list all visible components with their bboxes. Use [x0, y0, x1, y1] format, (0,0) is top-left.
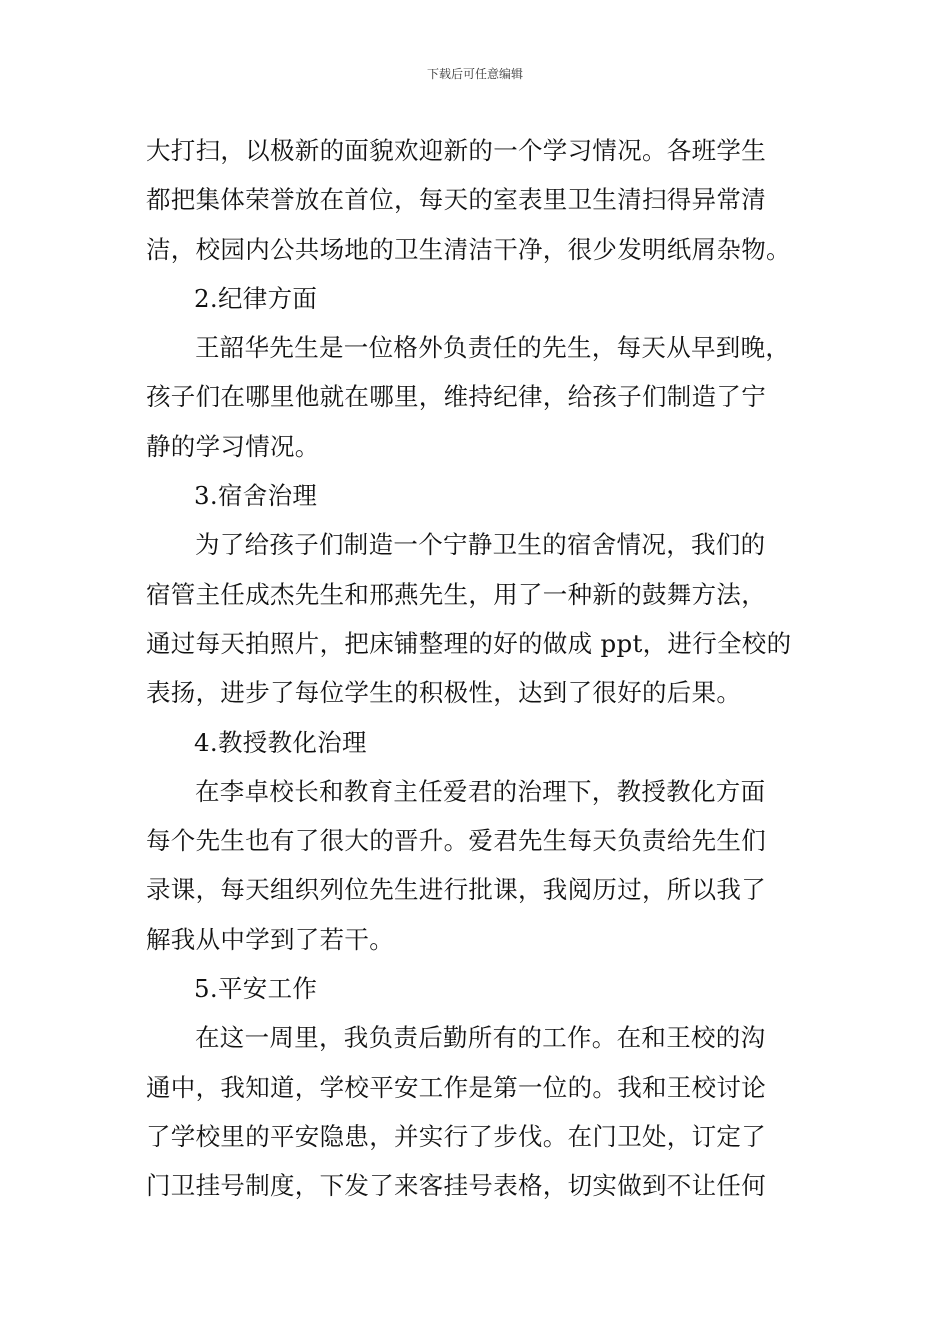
paragraph-line: 为了给孩子们制造一个宁静卫生的宿舍情况，我们的 — [195, 530, 766, 560]
document-body — [146, 126, 816, 1211]
paragraph-line: 通过每天拍照片，把床铺整理的好的做成 ppt，进行全校的 — [146, 628, 792, 658]
section-heading-discipline: 2.纪律方面 — [194, 283, 318, 313]
section-heading-teaching: 4.教授教化治理 — [194, 727, 367, 757]
paragraph-line: 宿管主任成杰先生和邢燕先生，用了一种新的鼓舞方法， — [146, 579, 766, 609]
paragraph-line: 大打扫，以极新的面貌欢迎新的一个学习情况。各班学生 — [146, 136, 766, 165]
paragraph-line: 每个先生也有了很大的晋升。爱君先生每天负责给先生们 — [146, 826, 766, 856]
paragraph-line: 在李卓校长和教育主任爱君的治理下，教授教化方面 — [195, 776, 766, 806]
paragraph-line: 录课，每天组织列位先生进行批课，我阅历过，所以我了 — [146, 875, 766, 905]
paragraph-line: 解我从中学到了若干。 — [146, 924, 394, 954]
paragraph-line: 在这一周里，我负责后勤所有的工作。在和王校的沟 — [195, 1023, 766, 1053]
paragraph-line: 静的学习情况。 — [146, 431, 320, 461]
paragraph-line: 门卫挂号制度，下发了来客挂号表格，切实做到不让任何 — [146, 1171, 766, 1201]
section-heading-dormitory: 3.宿舍治理 — [194, 481, 318, 511]
paragraph-line: 洁，校园内公共场地的卫生清洁干净，很少发明纸屑杂物。 — [146, 234, 791, 264]
section-heading-safety: 5.平安工作 — [194, 974, 318, 1004]
paragraph-line: 了学校里的平安隐患，并实行了步伐。在门卫处，订定了 — [146, 1121, 766, 1151]
paragraph-line: 都把集体荣誉放在首位，每天的室表里卫生清扫得异常清 — [146, 185, 766, 215]
paragraph-line: 表扬，进步了每位学生的积极性，达到了很好的后果。 — [146, 678, 742, 708]
page-header-note: 下载后可任意编辑 — [426, 67, 523, 81]
paragraph-line: 王韶华先生是一位格外负责任的先生，每天从早到晚， — [195, 333, 791, 363]
paragraph-line: 通中，我知道，学校平安工作是第一位的。我和王校讨论 — [146, 1072, 766, 1102]
paragraph-line: 孩子们在哪里他就在哪里，维持纪律，给孩子们制造了宁 — [146, 382, 766, 412]
